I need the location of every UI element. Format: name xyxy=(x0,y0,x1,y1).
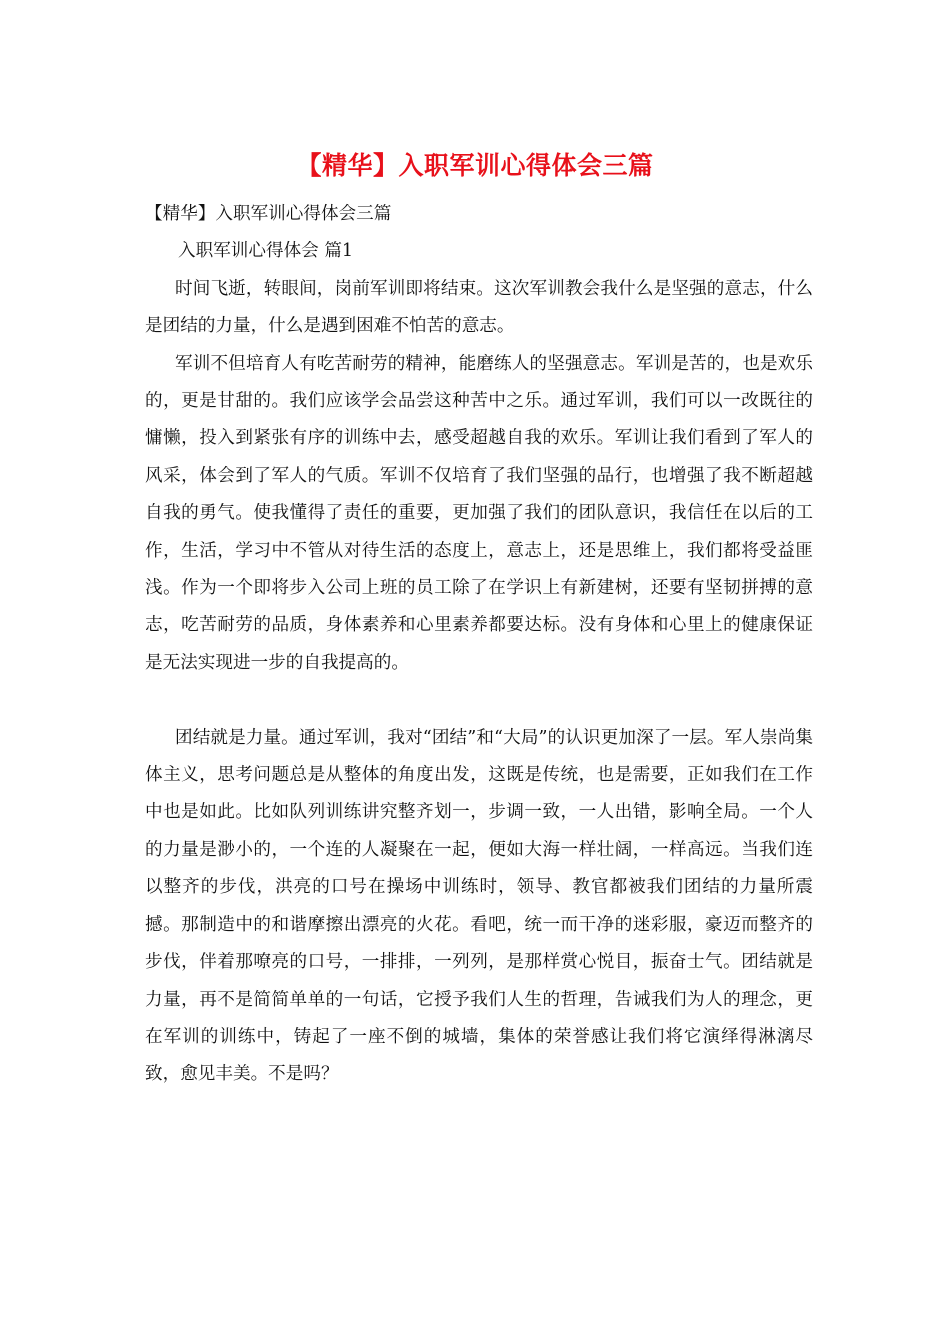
document-title: 【精华】入职军训心得体会三篇 xyxy=(296,151,654,180)
document-subtitle: 【精华】入职军训心得体会三篇 xyxy=(145,204,392,224)
paragraph-1: 时间飞逝，转眼间，岗前军训即将结束。这次军训教会我什么是坚强的意志，什么是团结的力量，什么是遇到困难不怕苦的意志。 xyxy=(145,278,813,337)
paragraph-3: 团结就是力量。通过军训，我对“团结”和“大局”的认识更加深了一层。军人崇尚集体主义，思考问题总是从整体的角度出发，这既是传统，也是需要，正如我们在工作中也是如此。比如队列训练讲究整齐划一，步调一致，一人出错，影响全局。一个人的力量是渺小的，一个连的人凝聚在一起，便如大海一样壮阔，一样高远。当我们连以整齐的步伐，洪亮的口号在操场中训练时，领导、教官都被我们团结的力量所震撼。那制造中的和谐摩擦出漂亮的火花。看吧，统一而干净的迷彩服，豪迈而整齐的步伐，伴着那嘹亮的口号，一排排，一列列，是那样赏心悦目，振奋士气。团结就是力量，再不是简简单单的一句话，它授予我们人生的哲理，告诫我们为人的理念，更在军训的训练中，铸起了一座不倒的城墙，集体的荣誉感让我们将它演绎得淋漓尽致，愈见丰美。不是吗？ xyxy=(145,727,813,1085)
paragraph-2: 军训不但培育人有吃苦耐劳的精神，能磨练人的坚强意志。军训是苦的，也是欢乐的，更是甘甜的。我们应该学会品尝这种苦中之乐。通过军训，我们可以一改既往的慵懒，投入到紧张有序的训练中去，感受超越自我的欢乐。军训让我们看到了军人的风采，体会到了军人的气质。军训不仅培育了我们坚强的品行，也增强了我不断超越自我的勇气。使我懂得了责任的重要，更加强了我们的团队意识，我信任在以后的工作，生活，学习中不管从对待生活的态度上，意志上，还是思维上，我们都将受益匪浅。作为一个即将步入公司上班的员工除了在学识上有新建树，还要有坚韧拼搏的意志，吃苦耐劳的品质，身体素养和心里素养都要达标。没有身体和心里上的健康保证是无法实现进一步的自我提高的。 xyxy=(145,353,813,673)
section-heading: 入职军训心得体会 篇1 xyxy=(178,241,354,262)
paragraph-spacer xyxy=(145,682,813,719)
document-body xyxy=(145,196,813,1094)
